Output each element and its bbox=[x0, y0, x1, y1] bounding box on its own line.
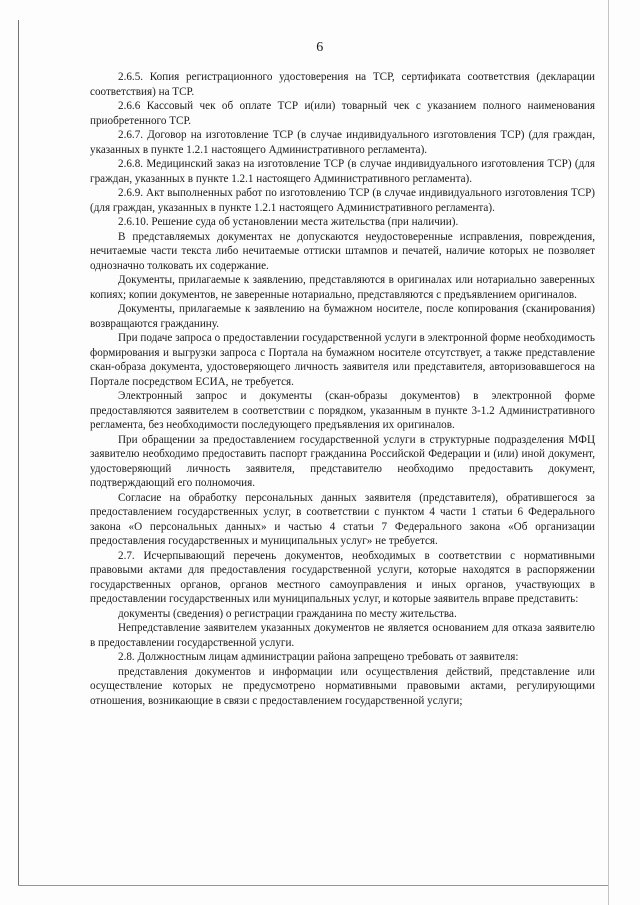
scan-bottom-edge bbox=[18, 885, 608, 886]
paragraph-originals: Документы, прилагаемые к заявлению, представляются в оригиналах или нотариально заверенных копиях; копии документов, не заверенные нотариально, представляются с предъявлением оригиналов. bbox=[90, 274, 595, 301]
paragraph-2-6-9: 2.6.9. Акт выполненных работ по изготовлению ТСР (в случае индивидуального изготовления ТСР) (для граждан, указанных в пункте 1.2.1 настоящего Административного регламента). bbox=[90, 187, 595, 214]
paragraph-prohibited-requirements: представления документов и информации или осуществления действий, представление или осуществление которых не предусмотрено нормативными правовыми актами, регулирующими отношения, возникающие в связи с предоставлением государственной услуги; bbox=[90, 665, 595, 707]
paragraph-2-8: 2.8. Должностным лицам администрации района запрещено требовать от заявителя: bbox=[118, 651, 519, 663]
document-body bbox=[90, 70, 595, 708]
scan-right-edge bbox=[608, 0, 609, 905]
paragraph-paper-copies: Документы, прилагаемые к заявлению на бумажном носителе, после копирования (сканирования) возвращаются гражданину. bbox=[90, 303, 595, 330]
paragraph-electronic-request: При подаче запроса о предоставлении государственной услуги в электронной форме необходимость формирования и выгрузки запроса с Портала на бумажном носителе отсутствует, а также представление скан-образа документа, удостоверяющего личность заявителя или представителя, авторизовавшегося на Портале посредством ЕСИА, не требуется. bbox=[90, 332, 595, 388]
paragraph-2-6-10: 2.6.10. Решение суда об установлении места жительства (при наличии). bbox=[118, 216, 459, 228]
paragraph-2-7: 2.7. Исчерпывающий перечень документов, необходимых в соответствии с нормативными правовыми актами для предоставления государственной услуги, которые находятся в распоряжении государственных органов, органов местного самоуправления и иных органов, участвующих в предоставлении государственных или муниципальных услуг, и которые заявитель вправе представить: bbox=[90, 549, 595, 605]
paragraph-personal-data: Согласие на обработку персональных данных заявителя (представителя), обратившегося за предоставлением государственных услуг, в соответствии с пунктом 4 части 1 статьи 6 Федерального закона «О персональных данных» и частью 4 статьи 7 Федерального закона «Об организации предоставления государственных и муниципальных услуг» не требуется. bbox=[90, 491, 595, 547]
paragraph-2-6-7: 2.6.7. Договор на изготовление ТСР (в случае индивидуального изготовления ТСР) (для граждан, указанных в пункте 1.2.1 настоящего Административного регламента). bbox=[90, 129, 595, 156]
paragraph-corrections: В представляемых документах не допускаются неудостоверенные исправления, повреждения, нечитаемые части текста либо нечитаемые оттиски штампов и печатей, наличие которых не позволяет однозначно толковать их содержание. bbox=[90, 230, 595, 272]
page-number: 6 bbox=[316, 40, 324, 55]
paragraph-mfc: При обращении за предоставлением государственной услуги в структурные подразделения МФЦ заявителю необходимо предоставить паспорт гражданина Российской Федерации и (или) иной документ, удостоверяющий личность заявителя, представителю необходимо предоставить документ, подтверждающий его полномочия. bbox=[90, 433, 595, 489]
paragraph-non-submission: Непредставление заявителем указанных документов не является основанием для отказа заявителю в предоставлении государственной услуги. bbox=[90, 622, 595, 649]
paragraph-electronic-documents: Электронный запрос и документы (скан-образы документов) в электронной форме предоставляются заявителем в соответствии с порядком, указанным в пункте 3-1.2 Административного регламента, без необходимости последующего предъявления их оригиналов. bbox=[90, 390, 595, 431]
paragraph-registration: документы (сведения) о регистрации гражданина по месту жительства. bbox=[118, 607, 457, 620]
scan-left-edge bbox=[18, 20, 19, 885]
paragraph-2-6-5: 2.6.5. Копия регистрационного удостоверения на ТСР, сертификата соответствия (декларации соответствия) на ТСР. bbox=[90, 71, 595, 98]
paragraph-2-6-6: 2.6.6 Кассовый чек об оплате ТСР и(или) товарный чек с указанием полного наименования приобретенного ТСР. bbox=[90, 100, 595, 127]
paragraph-2-6-8: 2.6.8. Медицинский заказ на изготовление ТСР (в случае индивидуального изготовления ТСР) (для граждан, указанных в пункте 1.2.1 настоящего Административного регламента). bbox=[90, 158, 595, 185]
